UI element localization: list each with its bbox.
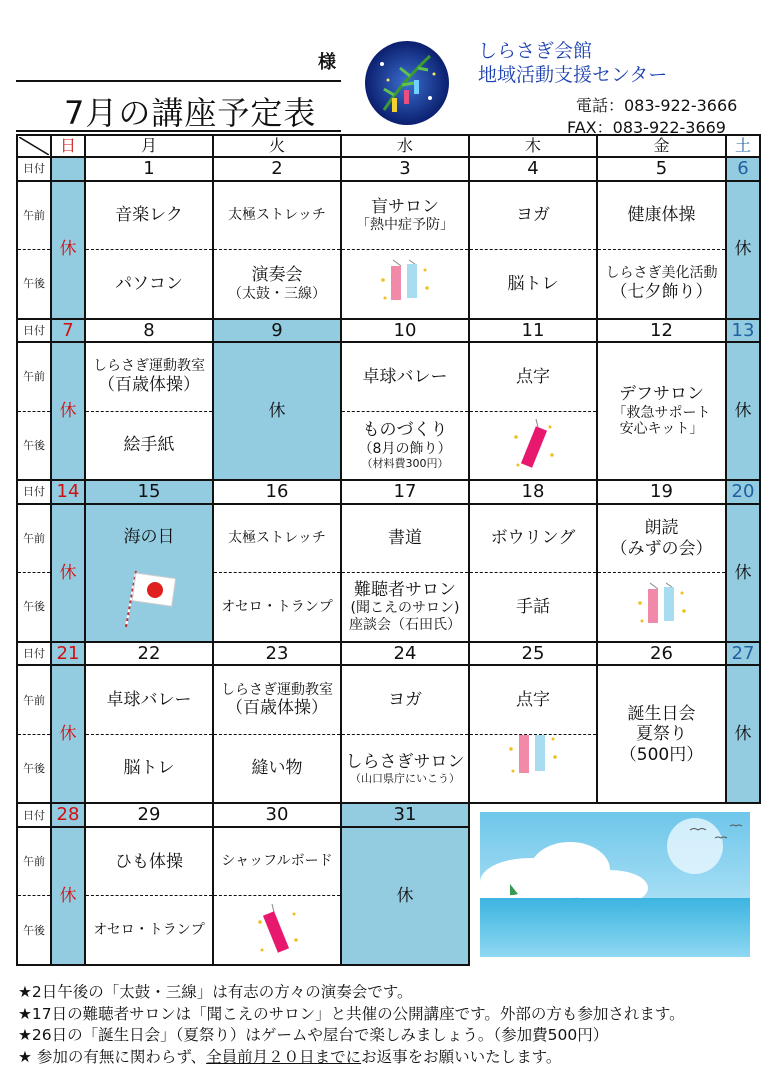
tanzaku-pair-icon <box>597 573 726 642</box>
activity-cell: 脳トレ <box>85 734 213 803</box>
date-row <box>17 480 760 504</box>
activity-sub: 安心キット」 <box>619 421 704 438</box>
activity-sub: （百歳体操） <box>98 375 200 396</box>
am-row <box>17 665 760 734</box>
date-cell: 4 <box>469 157 597 181</box>
org-name: しらさぎ会館 <box>478 40 593 62</box>
activity-title: ものづくり <box>362 420 448 441</box>
date-cell: 24 <box>341 642 469 666</box>
date-cell: 27 <box>726 642 760 666</box>
rest-cell: 休 <box>51 504 85 642</box>
activity-note: 座談会（石田氏） <box>349 617 461 634</box>
weekday-sat: 土 <box>726 135 760 157</box>
rest-cell: 休 <box>51 342 85 480</box>
note-suffix: お返事をお願いいたします。 <box>361 1047 562 1066</box>
activity-title: しらさぎ運動教室 <box>93 358 205 375</box>
note-line: ★26日の「誕生日会」（夏祭り）はゲームや屋台で楽しみましょう。（参加費500円） <box>18 1026 609 1044</box>
japan-flag-icon <box>114 561 184 631</box>
activity-cell <box>341 734 469 803</box>
activity-title: 誕生日会 <box>627 703 696 724</box>
activity-cell: 絵手紙 <box>85 411 213 480</box>
activity-cell <box>597 250 726 319</box>
rest-cell: 休 <box>51 665 85 803</box>
date-label: 日付 <box>17 642 51 666</box>
date-cell: 11 <box>469 319 597 343</box>
activity-sub: （500円） <box>619 744 704 765</box>
date-cell: 14 <box>51 480 85 504</box>
weekday-header-row <box>17 135 760 157</box>
date-cell: 10 <box>341 319 469 343</box>
am-label: 午前 <box>17 665 51 734</box>
date-cell: 21 <box>51 642 85 666</box>
org-subname: 地域活動支援センター <box>478 64 668 86</box>
activity-sub: （8月の飾り） <box>358 440 452 457</box>
date-cell: 22 <box>85 642 213 666</box>
pm-label: 午後 <box>17 734 51 803</box>
weekday-thu: 木 <box>469 135 597 157</box>
activity-cell <box>341 411 469 480</box>
date-cell: 8 <box>85 319 213 343</box>
date-cell: 25 <box>469 642 597 666</box>
activity-title: しらさぎ美化活動 <box>605 265 718 282</box>
pm-row <box>17 250 760 319</box>
activity-cell: 点字 <box>469 665 597 734</box>
activity-sub: （みずの会） <box>610 538 713 559</box>
activity-sub: （山口県庁にいこう） <box>350 772 460 786</box>
date-row <box>17 319 760 343</box>
pm-label: 午後 <box>17 250 51 319</box>
date-cell: 13 <box>726 319 760 343</box>
date-cell: 16 <box>213 480 341 504</box>
date-cell: 2 <box>213 157 341 181</box>
activity-cell: 卓球バレー <box>85 665 213 734</box>
date-cell: 17 <box>341 480 469 504</box>
activity-cell <box>597 665 726 803</box>
pm-label: 午後 <box>17 411 51 480</box>
rest-cell: 休 <box>726 665 760 803</box>
date-row <box>17 803 760 827</box>
corner-cell <box>17 135 51 157</box>
pm-label: 午後 <box>17 896 51 965</box>
weekday-fri: 金 <box>597 135 726 157</box>
activity-sub: （七夕飾り） <box>610 282 713 303</box>
tanzaku-icon <box>469 411 597 480</box>
activity-sub: 「救急サポート <box>612 404 711 421</box>
note-line: ★2日午後の「太鼓・三線」は有志の方々の演奏会です。 <box>18 983 413 1001</box>
summer-sea-illustration <box>469 803 760 965</box>
calendar-table <box>16 134 761 966</box>
date-row <box>17 157 760 181</box>
note-line <box>18 1047 778 1069</box>
activity-cell: ヨガ <box>341 665 469 734</box>
activity-sub: （太鼓・三線） <box>228 285 326 302</box>
date-cell: 23 <box>213 642 341 666</box>
activity-cell: 脳トレ <box>469 250 597 319</box>
activity-cell: 太極ストレッチ <box>213 181 341 250</box>
pm-label: 午後 <box>17 573 51 642</box>
date-cell: 20 <box>726 480 760 504</box>
date-cell: 19 <box>597 480 726 504</box>
date-cell: 5 <box>597 157 726 181</box>
am-row <box>17 504 760 573</box>
activity-cell <box>597 342 726 480</box>
rest-cell: 休 <box>51 181 85 319</box>
weekday-tue: 火 <box>213 135 341 157</box>
date-cell: 15 <box>85 480 213 504</box>
activity-title: 朗読 <box>644 518 679 539</box>
date-label: 日付 <box>17 157 51 181</box>
rest-cell: 休 <box>726 504 760 642</box>
activity-title: 演奏会 <box>251 265 303 286</box>
activity-sub: （百歳体操） <box>226 698 328 719</box>
holiday-cell <box>85 504 213 642</box>
rest-cell: 休 <box>341 827 469 965</box>
activity-title: デフサロン <box>619 384 704 405</box>
activity-title: しらさぎサロン <box>345 751 465 772</box>
activity-cell: 太極ストレッチ <box>213 504 341 573</box>
am-label: 午前 <box>17 827 51 896</box>
activity-cell <box>213 665 341 734</box>
activity-sub: 「熱中症予防」 <box>356 217 454 234</box>
activity-cell: 点字 <box>469 342 597 411</box>
activity-cell <box>597 504 726 573</box>
date-cell: 7 <box>51 319 85 343</box>
note-prefix: ★ 参加の有無に関わらず、 <box>18 1047 207 1066</box>
activity-sub: (聞こえのサロン) <box>350 600 460 617</box>
date-cell <box>51 157 85 181</box>
am-row <box>17 342 760 411</box>
date-cell: 29 <box>85 803 213 827</box>
rest-cell: 休 <box>726 342 760 480</box>
fax-number: FAX：083-922-3669 <box>567 118 726 137</box>
activity-cell: オセロ・トランプ <box>213 573 341 642</box>
holiday-title: 海の日 <box>123 526 175 547</box>
date-cell: 9 <box>213 319 341 343</box>
activity-title: 盲サロン <box>371 196 439 217</box>
activity-title: しらさぎ運動教室 <box>221 681 333 698</box>
activity-cell: 書道 <box>341 504 469 573</box>
activity-cell: 縫い物 <box>213 734 341 803</box>
date-cell: 6 <box>726 157 760 181</box>
tanzaku-pair-icon <box>341 250 469 319</box>
date-cell: 1 <box>85 157 213 181</box>
activity-cell: ヨガ <box>469 181 597 250</box>
activity-cell: 手話 <box>469 573 597 642</box>
activity-cell <box>213 250 341 319</box>
date-label: 日付 <box>17 480 51 504</box>
am-label: 午前 <box>17 504 51 573</box>
activity-cell: パソコン <box>85 250 213 319</box>
rest-cell: 休 <box>51 827 85 965</box>
note-deadline: 全員前月２０日までに <box>206 1047 362 1066</box>
activity-cell <box>341 573 469 642</box>
activity-note: （材料費300円） <box>361 457 449 471</box>
title-rule-bottom <box>16 130 341 132</box>
activity-cell <box>85 342 213 411</box>
page-title: 7月の講座予定表 <box>64 94 317 132</box>
activity-cell: ボウリング <box>469 504 597 573</box>
rest-cell: 休 <box>213 342 341 480</box>
am-label: 午前 <box>17 181 51 250</box>
activity-cell: シャッフルボード <box>213 827 341 896</box>
tanzaku-icon <box>213 896 341 965</box>
date-cell: 12 <box>597 319 726 343</box>
weekday-wed: 水 <box>341 135 469 157</box>
date-cell: 30 <box>213 803 341 827</box>
date-cell: 26 <box>597 642 726 666</box>
phone-number: 電話：083-922-3666 <box>576 96 738 115</box>
activity-cell: 健康体操 <box>597 181 726 250</box>
activity-cell: オセロ・トランプ <box>85 896 213 965</box>
activity-cell: 音楽レク <box>85 181 213 250</box>
am-row <box>17 181 760 250</box>
note-line: ★17日の難聴者サロンは「聞こえのサロン」と共催の公開講座です。外部の方も参加されます。 <box>18 1004 685 1023</box>
activity-cell: ひも体操 <box>85 827 213 896</box>
tanzaku-pair-icon <box>469 734 597 803</box>
date-cell: 3 <box>341 157 469 181</box>
notes-section <box>18 982 778 1068</box>
activity-sub: 夏祭り <box>636 724 687 745</box>
am-label: 午前 <box>17 342 51 411</box>
date-label: 日付 <box>17 803 51 827</box>
weekday-mon: 月 <box>85 135 213 157</box>
recipient-honorific: 様 <box>318 52 336 73</box>
date-cell: 31 <box>341 803 469 827</box>
title-rule-top <box>16 80 341 82</box>
date-row <box>17 642 760 666</box>
activity-cell <box>341 181 469 250</box>
tanabata-logo-icon <box>364 40 450 126</box>
weekday-sun: 日 <box>51 135 85 157</box>
date-cell: 28 <box>51 803 85 827</box>
date-cell: 18 <box>469 480 597 504</box>
rest-cell: 休 <box>726 181 760 319</box>
activity-title: 難聴者サロン <box>354 580 456 601</box>
activity-cell: 卓球バレー <box>341 342 469 411</box>
date-label: 日付 <box>17 319 51 343</box>
